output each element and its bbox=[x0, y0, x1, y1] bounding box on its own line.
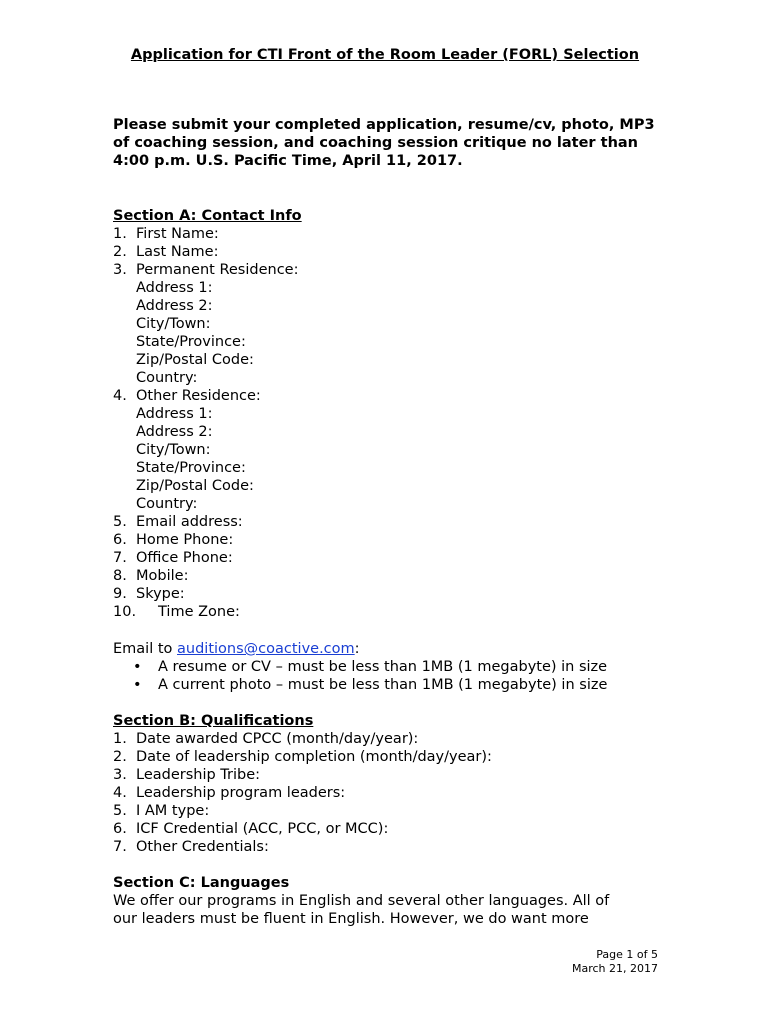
item-number: 3. bbox=[113, 767, 127, 783]
bullet-text: A resume or CV – must be less than 1MB (1 megabyte) in size bbox=[158, 659, 608, 675]
section-b-heading: Section B: Qualifications bbox=[113, 713, 314, 729]
list-item bbox=[113, 838, 713, 856]
field-label: Skype: bbox=[136, 586, 185, 602]
item-number: 7. bbox=[113, 550, 127, 566]
list-item bbox=[113, 766, 713, 784]
address-field: Country: bbox=[136, 496, 198, 512]
list-item bbox=[113, 513, 713, 531]
email-suffix: : bbox=[354, 641, 360, 657]
field-label: Time Zone: bbox=[158, 604, 240, 620]
paragraph-line: We offer our programs in English and several other languages. All of bbox=[113, 893, 610, 909]
list-item bbox=[113, 531, 713, 549]
bullet-icon: • bbox=[133, 677, 142, 693]
section-a-heading: Section A: Contact Info bbox=[113, 208, 302, 224]
list-item bbox=[113, 243, 713, 261]
field-label: Email address: bbox=[136, 514, 243, 530]
email-prefix: Email to bbox=[113, 641, 178, 657]
list-item bbox=[113, 820, 713, 838]
field-label: Mobile: bbox=[136, 568, 189, 584]
item-number: 2. bbox=[113, 244, 127, 260]
address-field: State/Province: bbox=[136, 334, 246, 350]
field-label: Office Phone: bbox=[136, 550, 233, 566]
bullet-text: A current photo – must be less than 1MB (1 megabyte) in size bbox=[158, 677, 608, 693]
item-number: 5. bbox=[113, 514, 127, 530]
list-item bbox=[113, 261, 713, 279]
page-title: Application for CTI Front of the Room Leader (FORL) Selection bbox=[130, 47, 640, 63]
field-label: Permanent Residence: bbox=[136, 262, 299, 278]
item-number: 1. bbox=[113, 731, 127, 747]
address-field: Address 2: bbox=[136, 298, 213, 314]
list-item bbox=[113, 225, 713, 243]
list-item bbox=[113, 549, 713, 567]
address-field: City/Town: bbox=[136, 316, 211, 332]
field-label: ICF Credential (ACC, PCC, or MCC): bbox=[136, 821, 389, 837]
section-c bbox=[113, 874, 713, 928]
field-label: Leadership Tribe: bbox=[136, 767, 261, 783]
address-field: Address 2: bbox=[136, 424, 213, 440]
list-item bbox=[113, 676, 713, 694]
submission-instructions: Please submit your completed application, resume/cv, photo, MP3 of coaching session, and coaching session critique no later than 4:00 p.m. U.S. Pacific Time, April 11, 2017. bbox=[113, 117, 655, 169]
item-number: 9. bbox=[113, 586, 127, 602]
list-item bbox=[113, 802, 713, 820]
address-field: Address 1: bbox=[136, 406, 213, 422]
address-field: Zip/Postal Code: bbox=[136, 352, 254, 368]
email-line bbox=[113, 640, 713, 658]
list-item bbox=[113, 748, 713, 766]
address-field: City/Town: bbox=[136, 442, 211, 458]
address-field: State/Province: bbox=[136, 460, 246, 476]
field-label: Last Name: bbox=[136, 244, 219, 260]
section-a bbox=[113, 207, 713, 621]
page-footer bbox=[572, 948, 658, 976]
email-instructions bbox=[113, 640, 713, 694]
item-number: 4. bbox=[113, 388, 127, 404]
list-item bbox=[113, 387, 713, 405]
address-field: Zip/Postal Code: bbox=[136, 478, 254, 494]
email-link[interactable]: auditions@coactive.com bbox=[177, 641, 355, 657]
item-number: 6. bbox=[113, 532, 127, 548]
field-label: Other Residence: bbox=[136, 388, 261, 404]
field-label: I AM type: bbox=[136, 803, 210, 819]
list-item bbox=[113, 585, 713, 603]
list-item bbox=[113, 730, 713, 748]
item-number: 8. bbox=[113, 568, 127, 584]
item-number: 4. bbox=[113, 785, 127, 801]
footer-date: March 21, 2017 bbox=[571, 962, 658, 975]
field-label: Date of leadership completion (month/day/year): bbox=[136, 749, 492, 765]
item-number: 1. bbox=[113, 226, 127, 242]
list-item bbox=[113, 784, 713, 802]
list-item bbox=[113, 658, 713, 676]
item-number: 6. bbox=[113, 821, 127, 837]
section-b bbox=[113, 712, 713, 856]
field-label: Date awarded CPCC (month/day/year): bbox=[136, 731, 419, 747]
item-number: 10. bbox=[113, 604, 137, 620]
address-field: Country: bbox=[136, 370, 198, 386]
section-c-heading: Section C: Languages bbox=[113, 875, 290, 891]
item-number: 7. bbox=[113, 839, 127, 855]
item-number: 2. bbox=[113, 749, 127, 765]
field-label: Home Phone: bbox=[136, 532, 234, 548]
list-item bbox=[113, 603, 713, 621]
address-field: Address 1: bbox=[136, 280, 213, 296]
field-label: Other Credentials: bbox=[136, 839, 269, 855]
page-number: Page 1 of 5 bbox=[596, 948, 658, 961]
field-label: Leadership program leaders: bbox=[136, 785, 346, 801]
list-item bbox=[113, 567, 713, 585]
bullet-icon: • bbox=[133, 659, 142, 675]
item-number: 3. bbox=[113, 262, 127, 278]
item-number: 5. bbox=[113, 803, 127, 819]
field-label: First Name: bbox=[136, 226, 219, 242]
paragraph-line: our leaders must be fluent in English. However, we do want more bbox=[113, 911, 589, 927]
